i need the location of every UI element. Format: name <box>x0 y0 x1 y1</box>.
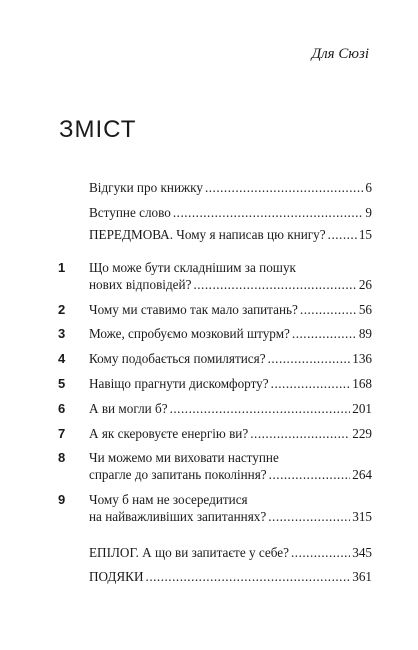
entry-title: А як скеровуєте енергію ви? <box>89 426 249 441</box>
leader-dots <box>173 204 364 221</box>
leader-dots <box>170 400 351 417</box>
entry-page: 6 <box>365 180 372 195</box>
entry-page: 315 <box>352 509 372 524</box>
entry-page: 264 <box>352 467 372 482</box>
entry-title: Кому подобається помилятися? <box>89 351 266 366</box>
entry-title-line2: нових відповідей? <box>89 277 192 292</box>
entry-page: 345 <box>352 545 372 560</box>
entry-title-line1: Чому б нам не зосередитися <box>89 492 248 507</box>
entry-page: 229 <box>352 426 372 441</box>
toc-entry-acknowledgements[interactable] <box>89 568 372 585</box>
chapter-number: 8 <box>58 450 66 465</box>
leader-dots <box>146 568 351 585</box>
entry-page: 56 <box>358 302 372 317</box>
leader-dots <box>271 375 351 392</box>
toc-entry-chapter-1[interactable] <box>58 259 372 293</box>
chapter-number: 4 <box>58 351 66 366</box>
entry-page: 15 <box>358 227 372 242</box>
dedication: Для Сюзі <box>311 46 369 62</box>
chapter-number: 3 <box>58 326 66 341</box>
entry-title-line1: Чи можемо ми виховати наступне <box>89 450 279 465</box>
toc-entry-chapter-7[interactable] <box>58 425 372 442</box>
toc-entry-epilogue[interactable] <box>89 544 372 561</box>
toc-entry-preface[interactable] <box>89 226 372 243</box>
entry-title: Може, спробуємо мозковий штурм? <box>89 326 290 341</box>
entry-title-line1: Що може бути складнішим за пошук <box>89 260 296 275</box>
chapter-number: 1 <box>58 260 66 275</box>
entry-page: 9 <box>365 205 372 220</box>
entry-page: 26 <box>358 277 372 292</box>
toc-entry-chapter-4[interactable] <box>58 350 372 367</box>
chapter-number: 6 <box>58 401 66 416</box>
leader-dots <box>250 425 350 442</box>
toc-entry-chapter-9[interactable] <box>58 491 372 525</box>
toc-entry-chapter-6[interactable] <box>58 400 372 417</box>
entry-page: 136 <box>352 351 372 366</box>
leader-dots <box>269 466 351 483</box>
toc-entry-chapter-3[interactable] <box>58 325 372 342</box>
leader-dots <box>268 350 351 367</box>
toc-entry-reviews[interactable] <box>89 179 372 196</box>
entry-title: ЕПІЛОГ. А що ви запитаєте у себе? <box>89 545 289 560</box>
chapter-number: 5 <box>58 376 66 391</box>
leader-dots <box>328 226 357 243</box>
entry-title: Чому ми ставимо так мало запитань? <box>89 302 298 317</box>
toc-title: ЗМІСТ <box>59 116 137 143</box>
entry-title-line2: спрагле до запитань покоління? <box>89 467 267 482</box>
chapter-number: 9 <box>58 492 66 507</box>
entry-title: ПОДЯКИ <box>89 569 144 584</box>
entry-page: 201 <box>352 401 372 416</box>
entry-title: ПЕРЕДМОВА. Чому я написав цю книгу? <box>89 227 326 242</box>
entry-title: Навіщо прагнути дискомфорту? <box>89 376 269 391</box>
entry-page: 89 <box>358 326 372 341</box>
leader-dots <box>205 179 363 196</box>
toc-entry-chapter-2[interactable] <box>58 301 372 318</box>
toc-entry-chapter-5[interactable] <box>58 375 372 392</box>
leader-dots <box>291 544 350 561</box>
leader-dots <box>292 325 357 342</box>
leader-dots <box>268 508 350 525</box>
toc-entry-chapter-8[interactable] <box>58 449 372 483</box>
entry-page: 168 <box>352 376 372 391</box>
leader-dots <box>193 276 356 293</box>
chapter-number: 7 <box>58 426 66 441</box>
toc-entry-intro[interactable] <box>89 204 372 221</box>
entry-title: Вступне слово <box>89 205 171 220</box>
entry-title-line2: на найважливіших запитаннях? <box>89 509 267 524</box>
entry-page: 361 <box>352 569 372 584</box>
entry-title: А ви могли б? <box>89 401 168 416</box>
chapter-number: 2 <box>58 302 66 317</box>
entry-title: Відгуки про книжку <box>89 180 203 195</box>
leader-dots <box>300 301 357 318</box>
